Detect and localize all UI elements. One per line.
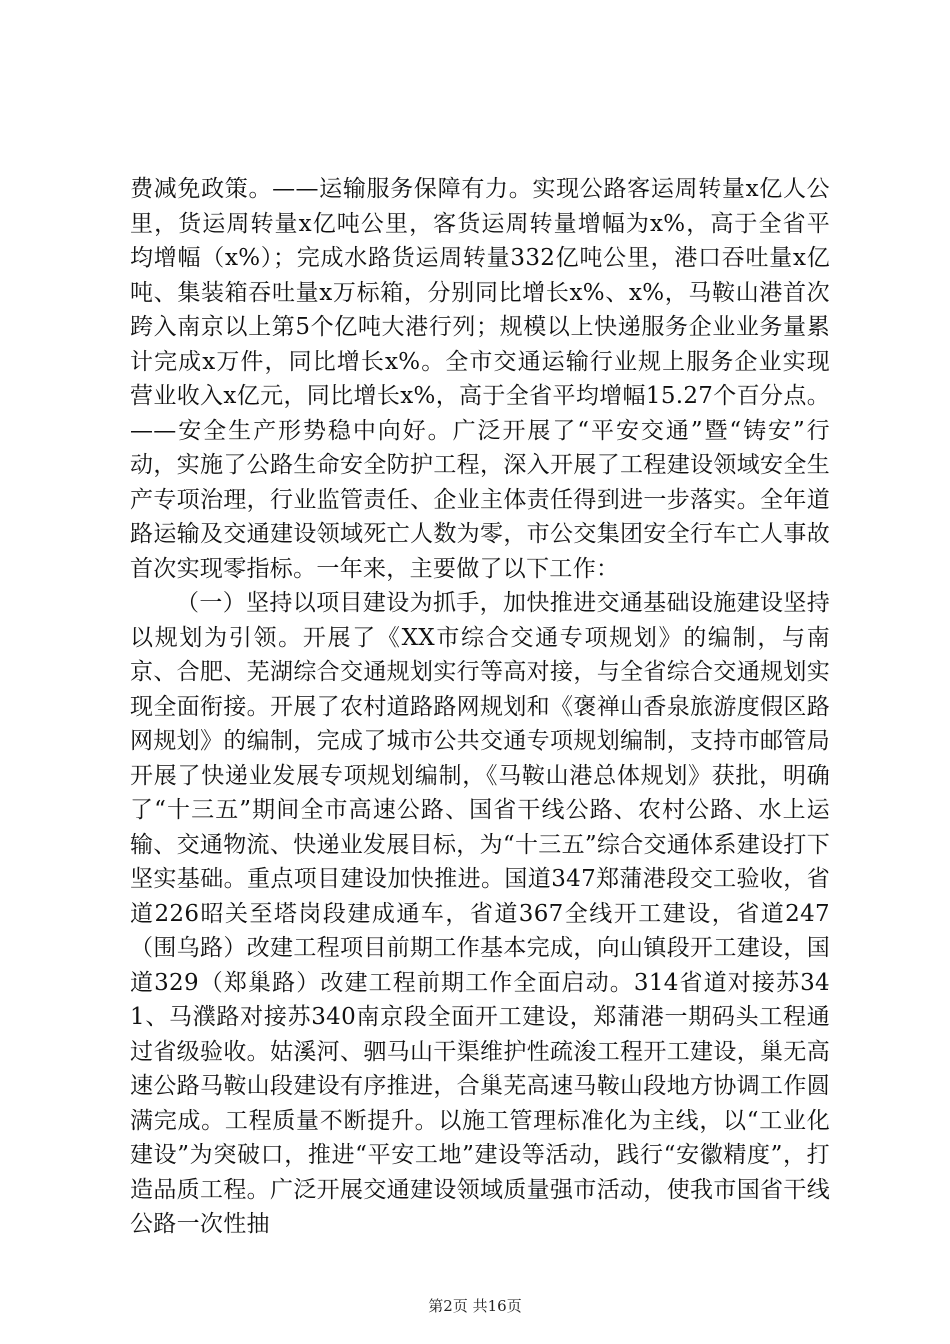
- body-paragraph-2: （一）坚持以项目建设为抓手，加快推进交通基础设施建设坚持以规划为引领。开展了《XX市综合交通专项规划》的编制，与南京、合肥、芜湖综合交通规划实行等高对接，与全省综合交通规划实现全面衔接。开展了农村道路路网规划和《褒禅山香泉旅游度假区路网规划》的编制，完成了城市公共交通专项规划编制，支持市邮管局开展了快递业发展专项规划编制，《马鞍山港总体规划》获批，明确了“十三五”期间全市高速公路、国省干线公路、农村公路、水上运输、交通物流、快递业发展目标，为“十三五”综合交通体系建设打下坚实基础。重点项目建设加快推进。国道347郑蒲港段交工验收，省道226昭关至塔岗段建成通车，省道367全线开工建设，省道247（围乌路）改建工程项目前期工作基本完成，向山镇段开工建设，国道329（郑巢路）改建工程前期工作全面启动。314省道对接苏341、马濮路对接苏340南京段全面开工建设，郑蒲港一期码头工程通过省级验收。姑溪河、驷马山干渠维护性疏浚工程开工建设，巢无高速公路马鞍山段建设有序推进，合巢芜高速马鞍山段地方协调工作圆满完成。工程质量不断提升。以施工管理标准化为主线，以“工业化建设”为突破口，推进“平安工地”建设等活动，践行“安徽精度”，打造品质工程。广泛开展交通建设领域质量强市活动，使我市国省干线公路一次性抽: [130, 590, 830, 1237]
- body-paragraph-1: 费减免政策。——运输服务保障有力。实现公路客运周转量x亿人公里，货运周转量x亿吨公里，客货运周转量增幅为x%，高于全省平均增幅（x%）；完成水路货运周转量332亿吨公里，港口吞吐量x亿吨、集装箱吞吐量x万标箱，分别同比增长x%、x%，马鞍山港首次跨入南京以上第5个亿吨大港行列；规模以上快递服务企业业务量累计完成x万件，同比增长x%。全市交通运输行业规上服务企业实现营业收入x亿元，同比增长x%，高于全省平均增幅15.27个百分点。——安全生产形势稳中向好。广泛开展了“平安交通”暨“铸安”行动，实施了公路生命安全防护工程，深入开展了工程建设领域安全生产专项治理，行业监管责任、企业主体责任得到进一步落实。全年道路运输及交通建设领域死亡人数为零，市公交集团安全行车亡人事故首次实现零指标。一年来，主要做了以下工作：: [130, 176, 830, 582]
- page-footer: [0, 1296, 950, 1316]
- document-body: [130, 172, 830, 1242]
- page-number: 第2页 共16页: [428, 1297, 522, 1315]
